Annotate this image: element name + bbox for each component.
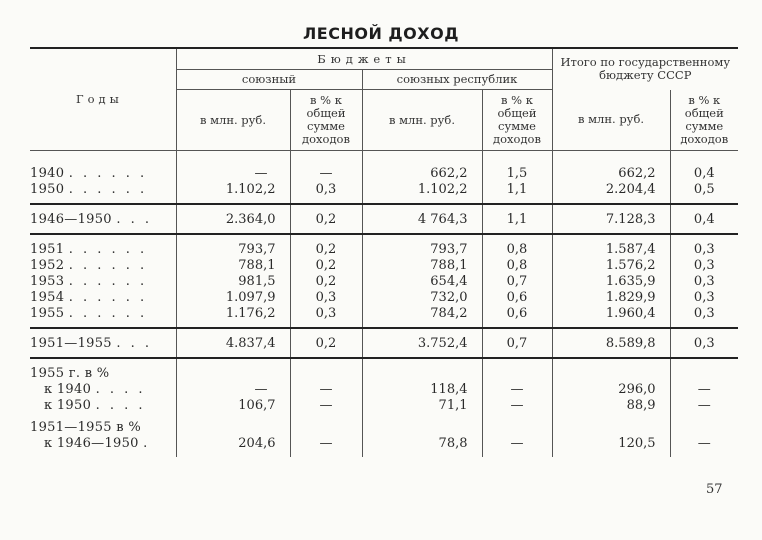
cell-rep-pct: 1,1 [482, 181, 552, 197]
cell-union-mln: 1.176,2 [176, 305, 290, 321]
header-tot-mln: в млн. руб. [552, 90, 670, 151]
cell-union-pct: 0,3 [290, 181, 362, 197]
cell-rep-pct: 1,1 [482, 204, 552, 234]
row-label: 1950 [30, 181, 65, 197]
cell-tot-pct: — [670, 381, 738, 397]
cell-rep-pct: — [482, 381, 552, 397]
header-budgets: Бюджеты [176, 48, 552, 70]
cell-tot-pct: 0,3 [670, 328, 738, 358]
table-row [30, 365, 738, 381]
row-label: 1953 [30, 273, 65, 289]
cell-rep-mln: 784,2 [362, 305, 482, 321]
cell-union-pct: — [290, 381, 362, 397]
cell-tot-mln: 1.587,4 [552, 241, 670, 257]
cell-tot-mln: 662,2 [552, 165, 670, 181]
cell-rep-pct: — [482, 397, 552, 413]
cell-tot-pct: 0,3 [670, 289, 738, 305]
table-row: 1953 . . . . . . 981,5 0,2 654,4 0,7 1.635,9 0,3 [30, 273, 738, 289]
row-label: 1940 [30, 165, 65, 181]
cell-union-mln: 2.364,0 [176, 204, 290, 234]
table-row: 1951 . . . . . . 793,7 0,2 793,7 0,8 1.587,4 0,3 [30, 241, 738, 257]
table-row: к 1940 . . . . — — 118,4 — 296,0 — [30, 381, 738, 397]
cell-union-pct: — [290, 165, 362, 181]
cell-union-mln: — [176, 381, 290, 397]
cell-union-mln: 981,5 [176, 273, 290, 289]
cell-rep-mln: 71,1 [362, 397, 482, 413]
table-row-total: 1951—1955 . . . 4.837,4 0,2 3.752,4 0,7 8.589,8 0,3 [30, 328, 738, 358]
cell-tot-mln: 88,9 [552, 397, 670, 413]
cell-union-mln: — [176, 165, 290, 181]
cell-union-pct: — [290, 435, 362, 451]
cell-rep-mln: 78,8 [362, 435, 482, 451]
cell-tot-pct: 0,4 [670, 165, 738, 181]
cell-rep-mln: 654,4 [362, 273, 482, 289]
cell-tot-mln: 1.576,2 [552, 257, 670, 273]
cell-rep-mln: 732,0 [362, 289, 482, 305]
cell-union-pct: 0,2 [290, 328, 362, 358]
section-heading: 1955 г. в % [30, 365, 110, 381]
cell-tot-mln: 120,5 [552, 435, 670, 451]
cell-tot-pct: 0,3 [670, 257, 738, 273]
page-title: ЛЕСНОЙ ДОХОД [303, 24, 459, 43]
cell-tot-mln: 7.128,3 [552, 204, 670, 234]
cell-union-mln: 204,6 [176, 435, 290, 451]
cell-rep-pct: 0,6 [482, 289, 552, 305]
cell-tot-pct: — [670, 435, 738, 451]
header-tot-pct: в % к общей сумме доходов [670, 90, 738, 151]
table-row: 1954 . . . . . . 1.097,9 0,3 732,0 0,6 1.829,9 0,3 [30, 289, 738, 305]
table-row [30, 419, 738, 435]
cell-union-mln: 793,7 [176, 241, 290, 257]
cell-rep-pct: 0,6 [482, 305, 552, 321]
cell-union-mln: 1.102,2 [176, 181, 290, 197]
table-row: 1940 . . . . . . — — 662,2 1,5 662,2 0,4 [30, 165, 738, 181]
row-label: 1954 [30, 289, 65, 305]
cell-rep-mln: 793,7 [362, 241, 482, 257]
cell-union-mln: 1.097,9 [176, 289, 290, 305]
cell-union-pct: 0,3 [290, 289, 362, 305]
row-label: 1951—1955 [30, 335, 112, 351]
cell-rep-mln: 788,1 [362, 257, 482, 273]
cell-union-mln: 106,7 [176, 397, 290, 413]
cell-rep-pct: — [482, 435, 552, 451]
cell-rep-pct: 0,8 [482, 241, 552, 257]
page-number: 57 [706, 482, 723, 497]
forest-income-table [30, 47, 738, 457]
cell-tot-pct: 0,3 [670, 305, 738, 321]
cell-tot-pct: — [670, 397, 738, 413]
cell-tot-pct: 0,3 [670, 241, 738, 257]
cell-tot-pct: 0,3 [670, 273, 738, 289]
cell-tot-mln: 1.960,4 [552, 305, 670, 321]
cell-union-pct: 0,2 [290, 241, 362, 257]
cell-rep-pct: 0,7 [482, 328, 552, 358]
header-rep-pct: в % к общей сумме доходов [482, 90, 552, 151]
row-label: к 1946—1950 [44, 435, 139, 451]
cell-rep-mln: 662,2 [362, 165, 482, 181]
row-label: 1946—1950 [30, 211, 112, 227]
cell-union-pct: 0,3 [290, 305, 362, 321]
row-label: 1952 [30, 257, 65, 273]
table-row: 1950 . . . . . . 1.102,2 0,3 1.102,2 1,1 2.204,4 0,5 [30, 181, 738, 197]
table-row: к 1950 . . . . 106,7 — 71,1 — 88,9 — [30, 397, 738, 413]
cell-union-pct: — [290, 397, 362, 413]
table-row-total: 1946—1950 . . . 2.364,0 0,2 4 764,3 1,1 7.128,3 0,4 [30, 204, 738, 234]
table-row: 1952 . . . . . . 788,1 0,2 788,1 0,8 1.576,2 0,3 [30, 257, 738, 273]
header-republics: союзных республик [362, 70, 552, 90]
cell-rep-mln: 4 764,3 [362, 204, 482, 234]
row-label: к 1950 [44, 397, 92, 413]
cell-rep-mln: 1.102,2 [362, 181, 482, 197]
section-heading: 1951—1955 в % [30, 419, 142, 435]
cell-tot-mln: 8.589,8 [552, 328, 670, 358]
cell-rep-mln: 118,4 [362, 381, 482, 397]
cell-tot-mln: 2.204,4 [552, 181, 670, 197]
cell-union-mln: 4.837,4 [176, 328, 290, 358]
cell-tot-mln: 296,0 [552, 381, 670, 397]
cell-rep-pct: 0,7 [482, 273, 552, 289]
header-union: союзный [176, 70, 362, 90]
cell-union-pct: 0,2 [290, 257, 362, 273]
header-rep-mln: в млн. руб. [362, 90, 482, 151]
cell-tot-mln: 1.829,9 [552, 289, 670, 305]
cell-union-pct: 0,2 [290, 204, 362, 234]
cell-tot-mln: 1.635,9 [552, 273, 670, 289]
header-union-mln: в млн. руб. [176, 90, 290, 151]
row-label: к 1940 [44, 381, 92, 397]
header-union-pct: в % к общей сумме доходов [290, 90, 362, 151]
cell-union-mln: 788,1 [176, 257, 290, 273]
table-row: к 1946—1950 . 204,6 — 78,8 — 120,5 — [30, 435, 738, 451]
header-total: Итого по государственному бюджету СССР [552, 48, 738, 90]
cell-union-pct: 0,2 [290, 273, 362, 289]
cell-tot-pct: 0,5 [670, 181, 738, 197]
header-years: Годы [30, 48, 176, 151]
table-row: 1955 . . . . . . 1.176,2 0,3 784,2 0,6 1.960,4 0,3 [30, 305, 738, 321]
cell-rep-pct: 0,8 [482, 257, 552, 273]
cell-tot-pct: 0,4 [670, 204, 738, 234]
row-label: 1955 [30, 305, 65, 321]
cell-rep-mln: 3.752,4 [362, 328, 482, 358]
cell-rep-pct: 1,5 [482, 165, 552, 181]
row-label: 1951 [30, 241, 65, 257]
